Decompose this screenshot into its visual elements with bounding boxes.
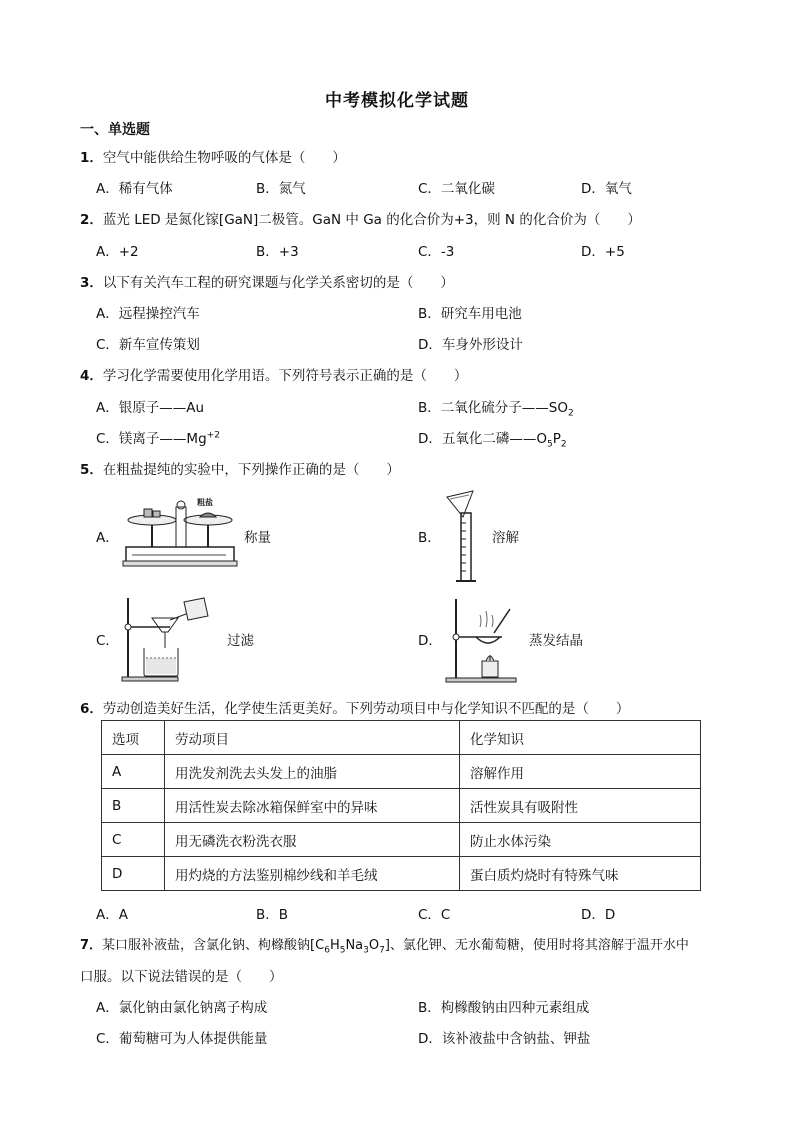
table-cell: 用洗发剂洗去头发上的油脂 <box>165 755 460 789</box>
section-heading: 一、单选题 <box>80 122 150 138</box>
table-row <box>102 755 701 789</box>
option-d[interactable]: D．+5 <box>581 244 625 260</box>
question-text: ]、氯化钾、无水葡萄糖，使用时将其溶解于温开水中 <box>384 938 689 953</box>
option-c[interactable] <box>96 427 220 447</box>
table-row <box>102 823 701 857</box>
table-row <box>102 857 701 891</box>
option-c[interactable]: C．C <box>418 907 451 923</box>
option-b[interactable]: B． <box>418 530 441 546</box>
subscript: 6 <box>324 945 330 956</box>
table-cell: 蛋白质灼烧时有特殊气味 <box>460 857 701 891</box>
question-number: 5． <box>80 462 103 478</box>
graduated-cylinder-illustration <box>445 489 487 583</box>
question-text: 学习化学需要使用化学用语。下列符号表示正确的是（ ） <box>102 368 468 384</box>
superscript: +2 <box>206 430 220 441</box>
table-header-cell: 化学知识 <box>460 721 701 755</box>
option-text: D．五氧化二磷——O <box>418 431 548 447</box>
table-row <box>102 789 701 823</box>
question-4 <box>80 364 467 384</box>
option-c[interactable]: C． <box>96 633 119 649</box>
question-3 <box>80 271 454 291</box>
table-cell: D <box>102 857 165 891</box>
option-a[interactable]: A．+2 <box>96 244 139 260</box>
question-text: 蓝光 LED 是氮化镓[GaN]二极管。GaN 中 Ga 的化合价为+3，则 N 的化合价为（ ） <box>102 212 641 228</box>
option-d[interactable]: D．车身外形设计 <box>418 337 523 353</box>
question-2 <box>80 208 641 228</box>
formula-part: Na <box>345 938 364 953</box>
option-a[interactable]: A．A <box>96 907 128 923</box>
table-header-row <box>102 721 701 755</box>
table-cell: 溶解作用 <box>460 755 701 789</box>
table-cell: 用活性炭去除冰箱保鲜室中的异味 <box>165 789 460 823</box>
question-text: 某口服补液盐，含氯化钠、枸橼酸钠[C <box>102 938 325 953</box>
option-d[interactable]: D． <box>418 633 442 649</box>
option-c[interactable]: C．新车宣传策划 <box>96 337 200 353</box>
option-b[interactable]: B．B <box>256 907 289 923</box>
subscript: 2 <box>560 439 567 450</box>
subscript: 5 <box>547 439 553 450</box>
option-c[interactable]: C．二氧化碳 <box>418 181 495 197</box>
question-6 <box>80 697 629 717</box>
table-header-cell: 劳动项目 <box>165 721 460 755</box>
table-cell: 用灼烧的方法鉴别棉纱线和羊毛绒 <box>165 857 460 891</box>
option-b[interactable]: B．+3 <box>256 244 299 260</box>
option-text: P <box>552 431 561 447</box>
option-b[interactable]: B．枸橼酸钠由四种元素组成 <box>418 1000 590 1016</box>
option-b[interactable]: B．研究车用电池 <box>418 306 522 322</box>
subscript: 3 <box>363 945 369 956</box>
question-text: 空气中能供给生物呼吸的气体是（ ） <box>102 150 346 166</box>
option-d[interactable]: D．该补液盐中含钠盐、钾盐 <box>418 1031 591 1047</box>
option-d[interactable]: D．氧气 <box>581 181 632 197</box>
question-text: 劳动创造美好生活，化学使生活更美好。下列劳动项目中与化学知识不匹配的是（ ） <box>102 701 630 717</box>
option-a[interactable]: A． <box>96 530 119 546</box>
balance-scale-illustration <box>122 497 240 569</box>
question-number: 6． <box>80 701 103 717</box>
subscript: 2 <box>567 408 574 419</box>
question-1 <box>80 146 346 166</box>
table-cell: C <box>102 823 165 857</box>
evaporation-illustration <box>442 597 526 683</box>
option-a[interactable]: A．远程操控汽车 <box>96 306 200 322</box>
table-cell: 用无磷洗衣粉洗衣服 <box>165 823 460 857</box>
question-number: 3． <box>80 275 103 291</box>
option-a[interactable]: A．银原子——Au <box>96 400 205 416</box>
option-b[interactable]: B．氮气 <box>256 181 306 197</box>
question-7-line-2: 口服。以下说法错误的是（ ） <box>80 969 283 985</box>
formula-part: H <box>329 938 340 953</box>
formula-part: O <box>368 938 380 953</box>
option-a-label: 称量 <box>244 530 271 546</box>
option-b-label: 溶解 <box>492 530 519 546</box>
table-cell: A <box>102 755 165 789</box>
option-a[interactable]: A．氯化钠由氯化钠离子构成 <box>96 1000 268 1016</box>
table-header-cell: 选项 <box>102 721 165 755</box>
question-number: 4． <box>80 368 103 384</box>
option-c-label: 过滤 <box>227 633 254 649</box>
question-7 <box>80 934 689 956</box>
question-number: 2． <box>80 212 103 228</box>
question-5 <box>80 458 400 478</box>
labor-knowledge-table <box>101 720 701 891</box>
option-c[interactable]: C．-3 <box>418 244 455 260</box>
option-text: C．镁离子——Mg <box>96 431 207 447</box>
question-text: 在粗盐提纯的实验中，下列操作正确的是（ ） <box>102 462 400 478</box>
question-number: 1． <box>80 150 103 166</box>
option-b[interactable] <box>418 396 574 419</box>
table-cell: 防止水体污染 <box>460 823 701 857</box>
salt-tag: 粗盐 <box>197 498 213 507</box>
option-d-label: 蒸发结晶 <box>529 633 583 649</box>
subscript: 5 <box>339 945 346 956</box>
filtration-illustration <box>118 594 226 682</box>
table-cell: B <box>102 789 165 823</box>
subscript: 7 <box>379 945 385 956</box>
option-d[interactable] <box>418 427 567 450</box>
page-title: 中考模拟化学试题 <box>325 91 469 111</box>
question-text: 以下有关汽车工程的研究课题与化学关系密切的是（ ） <box>102 275 454 291</box>
option-c[interactable]: C．葡萄糖可为人体提供能量 <box>96 1031 268 1047</box>
option-text: B．二氧化硫分子——SO <box>418 400 568 416</box>
option-d[interactable]: D．D <box>581 907 616 923</box>
table-cell: 活性炭具有吸附性 <box>460 789 701 823</box>
question-number: 7． <box>80 938 103 953</box>
option-a[interactable]: A．稀有气体 <box>96 181 173 197</box>
